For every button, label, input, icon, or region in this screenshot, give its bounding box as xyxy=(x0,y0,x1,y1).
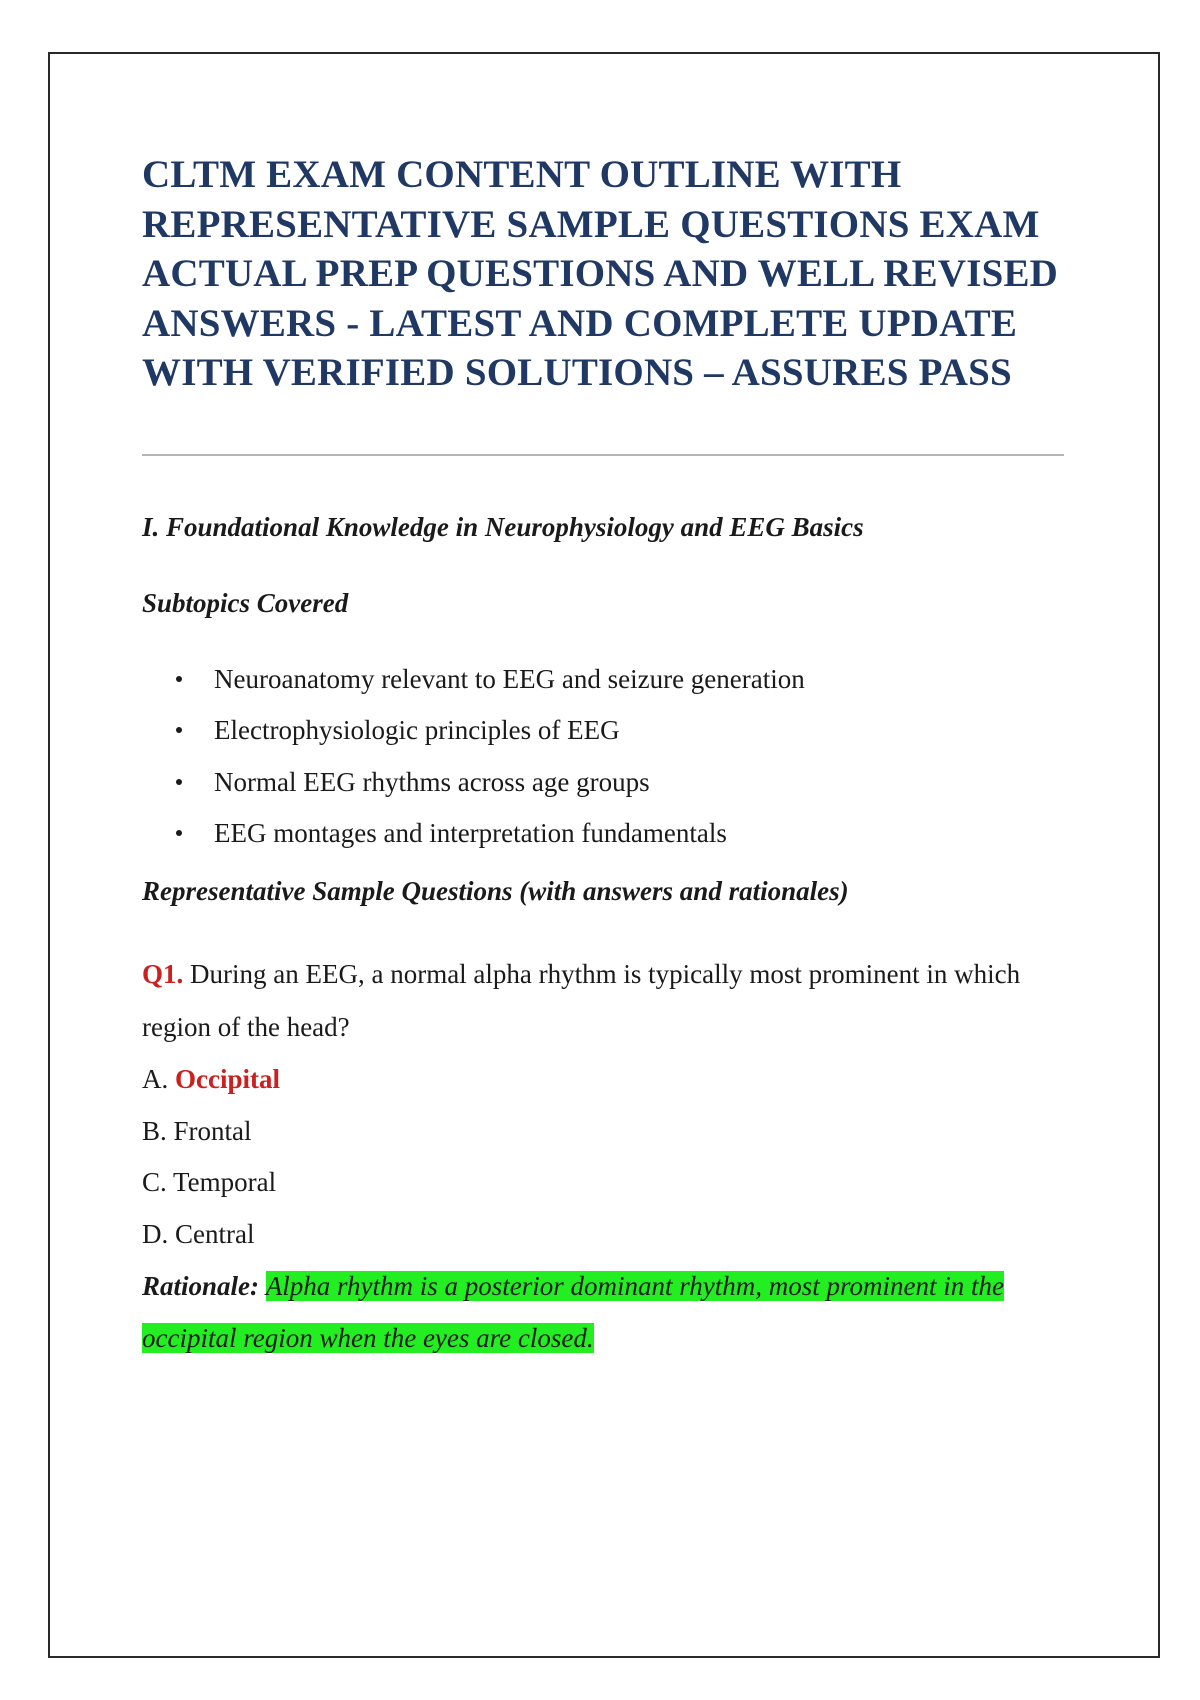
option-letter: A. xyxy=(142,1064,169,1094)
option-letter: B. xyxy=(142,1115,167,1146)
bullet-icon xyxy=(176,727,182,733)
option-text: Central xyxy=(175,1218,255,1249)
subtopic-text: Electrophysiologic principles of EEG xyxy=(214,715,620,745)
list-item xyxy=(142,816,1062,850)
section-heading: I. Foundational Knowledge in Neurophysiology and EEG Basics xyxy=(142,511,864,542)
rationale xyxy=(142,1260,1062,1364)
list-item xyxy=(142,713,1062,747)
bullet-icon xyxy=(176,830,182,836)
rationale-label: Rationale: xyxy=(142,1271,260,1301)
bullet-icon xyxy=(176,779,182,785)
subtopics-list xyxy=(142,662,1062,851)
question-text: During an EEG, a normal alpha rhythm is typically most prominent in which region of the head? xyxy=(142,959,1021,1042)
list-item xyxy=(142,662,1062,696)
option-letter: C. xyxy=(142,1167,167,1197)
subtopic-text: Normal EEG rhythms across age groups xyxy=(214,766,650,797)
question-1 xyxy=(142,948,1062,1054)
list-item xyxy=(142,765,1062,799)
correct-answer: Occipital xyxy=(175,1064,280,1094)
option-a xyxy=(142,1054,1062,1106)
rationale-highlight: Alpha rhythm is a posterior dominant rhythm, most prominent in the occipital region when the eyes are closed. xyxy=(142,1271,1005,1353)
document-title: CLTM EXAM CONTENT OUTLINE WITH REPRESENTATIVE SAMPLE QUESTIONS EXAM ACTUAL PREP QUESTIONS AND WELL REVISED ANSWERS - LATEST AND COMPLETE UPDATE WITH VERIFIED SOLUTIONS – ASSURES PASS xyxy=(142,153,1059,394)
sample-questions-heading: Representative Sample Questions (with answers and rationales) xyxy=(142,876,849,906)
question-number: Q1. xyxy=(142,959,184,989)
subtopic-text: EEG montages and interpretation fundamentals xyxy=(214,818,727,848)
option-text: Frontal xyxy=(173,1115,252,1146)
document-body xyxy=(142,150,1062,1364)
option-letter: D. xyxy=(142,1218,169,1249)
subtopics-heading: Subtopics Covered xyxy=(142,587,349,618)
subtopic-text: Neuroanatomy relevant to EEG and seizure generation xyxy=(214,663,805,694)
bullet-icon xyxy=(176,676,182,682)
option-d xyxy=(142,1209,1062,1261)
option-b xyxy=(142,1106,1062,1158)
option-c xyxy=(142,1157,1062,1209)
horizontal-divider xyxy=(142,454,1064,456)
option-text: Temporal xyxy=(173,1167,277,1197)
